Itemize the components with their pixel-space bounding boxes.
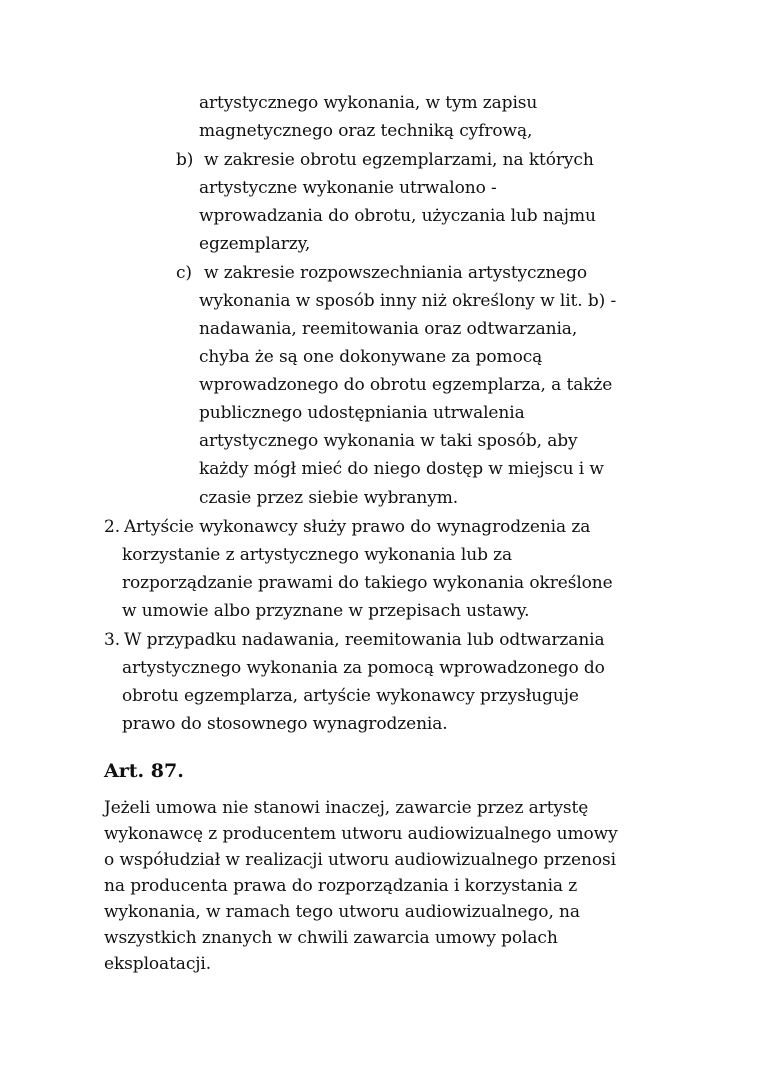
list-item-a-line: magnetycznego oraz techniką cyfrową, — [199, 121, 533, 141]
article-body-line: na producenta prawa do rozporządzania i korzystania z — [104, 876, 578, 896]
list-item-c-line: publicznego udostępniania utrwalenia — [199, 403, 525, 423]
list-item-c-line: w zakresie rozpowszechniania artystycznego — [204, 263, 588, 283]
paragraph-3-line: prawo do stosownego wynagrodzenia. — [122, 714, 448, 734]
paragraph-3-line: artystycznego wykonania za pomocą wprowadzonego do — [122, 658, 605, 678]
list-item-a-line: artystycznego wykonania, w tym zapisu — [199, 93, 538, 113]
list-item-c-line: artystycznego wykonania w taki sposób, aby — [199, 431, 578, 451]
list-item-c-line: wykonania w sposób inny niż określony w lit. b) - — [199, 291, 617, 311]
paragraph-2-marker: 2. — [104, 517, 121, 537]
article-body-line: o współudział w realizacji utworu audiowizualnego przenosi — [104, 850, 616, 870]
paragraph-2-line: rozporządzanie prawami do takiego wykonania określone — [122, 573, 613, 593]
paragraph-3-line: obrotu egzemplarza, artyście wykonawcy przysługuje — [122, 686, 579, 706]
list-item-c-line: wprowadzonego do obrotu egzemplarza, a także — [199, 375, 613, 395]
list-item-b-line: w zakresie obrotu egzemplarzami, na których — [204, 150, 594, 170]
list-item-b-line: wprowadzania do obrotu, użyczania lub najmu — [199, 206, 596, 226]
list-item-c-marker: c) — [176, 263, 192, 283]
paragraph-3-line: W przypadku nadawania, reemitowania lub odtwarzania — [124, 630, 605, 650]
article-body-line: eksploatacji. — [104, 954, 212, 974]
list-item-b-line: artystyczne wykonanie utrwalono - — [199, 178, 497, 198]
article-body-line: wszystkich znanych w chwili zawarcia umowy polach — [104, 928, 558, 948]
list-item-b-line: egzemplarzy, — [199, 234, 311, 254]
paragraph-2-line: Artyście wykonawcy służy prawo do wynagrodzenia za — [124, 517, 591, 537]
list-item-c-line: każdy mógł mieć do niego dostęp w miejscu i w — [199, 459, 604, 479]
article-heading: Art. 87. — [104, 760, 184, 782]
list-item-b-marker: b) — [176, 150, 194, 170]
article-body-line: wykonawcę z producentem utworu audiowizualnego umowy — [104, 824, 618, 844]
list-item-c-line: czasie przez siebie wybranym. — [199, 488, 459, 508]
paragraph-3-marker: 3. — [104, 630, 121, 650]
list-item-c-line: chyba że są one dokonywane za pomocą — [199, 347, 543, 367]
paragraph-2-line: w umowie albo przyznane w przepisach ustawy. — [122, 601, 530, 621]
article-body-line: wykonania, w ramach tego utworu audiowizualnego, na — [104, 902, 580, 922]
article-body-line: Jeżeli umowa nie stanowi inaczej, zawarcie przez artystę — [104, 798, 589, 818]
paragraph-2-line: korzystanie z artystycznego wykonania lub za — [122, 545, 513, 565]
list-item-c-line: nadawania, reemitowania oraz odtwarzania, — [199, 319, 578, 339]
